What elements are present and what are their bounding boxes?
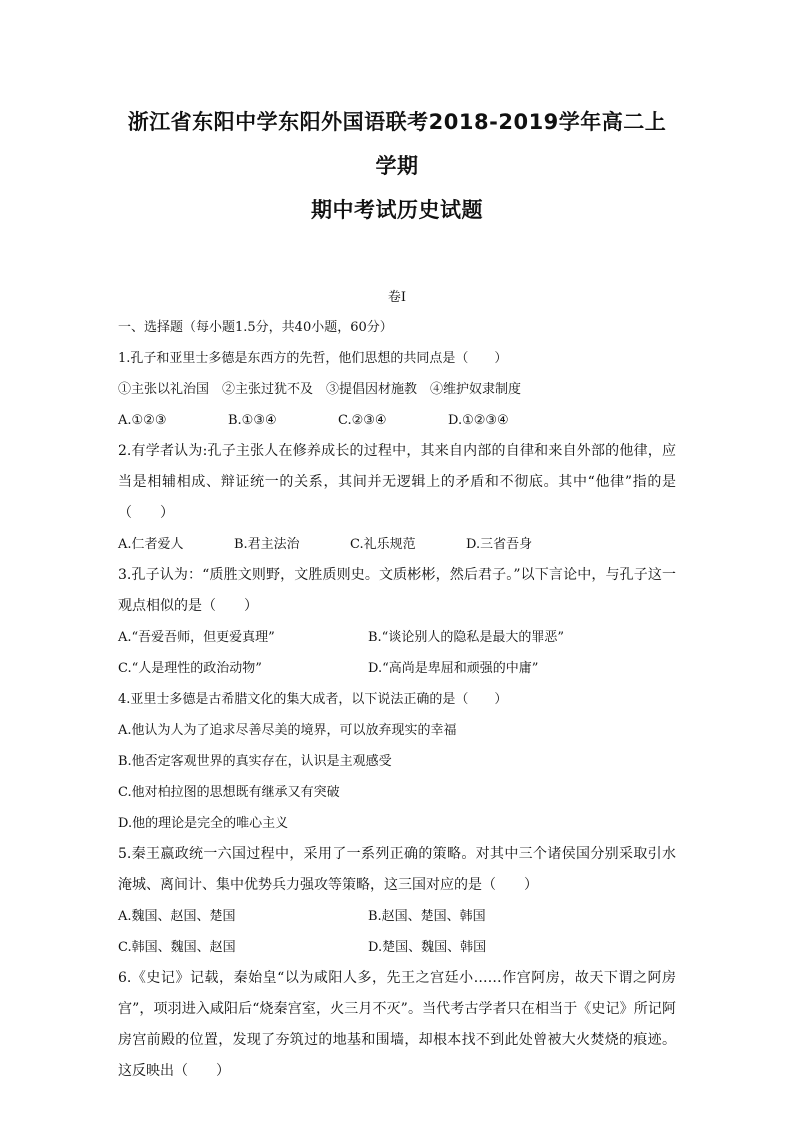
option-b: B.君主法治 xyxy=(234,537,300,552)
question-3-options-row-1 xyxy=(118,622,676,653)
option-a: A.“吾爱吾师，但更爱真理” xyxy=(118,630,275,645)
question-1-items: ①主张以礼治国 ②主张过犹不及 ③提倡因材施教 ④维护奴隶制度 xyxy=(118,382,522,397)
question-2-options xyxy=(118,529,676,560)
option-b: B.“谈论别人的隐私是最大的罪恶” xyxy=(368,630,564,645)
question-6-stem: 6.《史记》记载，秦始皇“以为咸阳人多，先王之宫廷小……作宫阿房，故天下谓之阿房宫”，项羽进入咸阳后“烧秦宫室，火三月不灭”。当代考古学者只在相当于《史记》所记阿房宫前殿的位置，发现了夯筑过的地基和围墙，却根本找不到此处曾被大火焚烧的痕迹。这反映出（ ） xyxy=(118,970,676,1079)
question-3-stem: 3.孔子认为：“质胜文则野，文胜质则史。文质彬彬，然后君子。”以下言论中，与孔子这一观点相似的是（ ） xyxy=(118,567,676,614)
question-2-stem: 2.有学者认为:孔子主张人在修养成长的过程中，其来自内部的自律和来自外部的他律，应当是相辅相成、辩证统一的关系，其间并无逻辑上的矛盾和不彻底。其中“他律”指的是（ ） xyxy=(118,443,676,521)
option-c: C.他对柏拉图的思想既有继承又有突破 xyxy=(118,785,340,800)
question-3-options-row-2 xyxy=(118,653,676,684)
exam-title xyxy=(118,100,676,232)
option-d: D.三省吾身 xyxy=(466,537,533,552)
option-b: B.①③④ xyxy=(228,413,277,428)
title-line-1: 浙江省东阳中学东阳外国语联考2018-2019学年高二上学期 xyxy=(127,110,667,178)
option-d: D.①②③④ xyxy=(448,413,509,428)
option-c: C.②③④ xyxy=(338,413,387,428)
question-1-options xyxy=(118,405,676,436)
option-c: C.韩国、魏国、赵国 xyxy=(118,940,236,955)
question-5-options-row-2 xyxy=(118,932,676,963)
section-label: 卷I xyxy=(387,290,407,305)
question-5-stem: 5.秦王嬴政统一六国过程中，采用了一系列正确的策略。对其中三个诸侯国分别采取引水淹城、离间计、集中优势兵力强攻等策略，这三国对应的是（ ） xyxy=(118,846,676,893)
option-d: D.“高尚是卑屈和顽强的中庸” xyxy=(368,661,539,676)
option-c: C.“人是理性的政治动物” xyxy=(118,661,262,676)
option-a: A.他认为人为了追求尽善尽美的境界，可以放弃现实的幸福 xyxy=(118,723,457,738)
question-list xyxy=(118,312,676,1087)
question-1-stem: 1.孔子和亚里士多德是东西方的先哲，他们思想的共同点是（ ） xyxy=(118,351,508,366)
option-c: C.礼乐规范 xyxy=(350,537,416,552)
option-a: A.魏国、赵国、楚国 xyxy=(118,909,236,924)
question-5-options-row-1 xyxy=(118,901,676,932)
option-a: A.①②③ xyxy=(118,413,167,428)
option-d: D.他的理论是完全的唯心主义 xyxy=(118,816,289,831)
option-a: A.仁者爱人 xyxy=(118,537,184,552)
option-b: B.赵国、楚国、韩国 xyxy=(368,909,486,924)
title-line-2: 期中考试历史试题 xyxy=(311,198,483,222)
part-heading: 一、选择题（每小题1.5分，共40小题，60分） xyxy=(118,320,393,335)
question-4-stem: 4.亚里士多德是古希腊文化的集大成者，以下说法正确的是（ ） xyxy=(118,692,508,707)
option-d: D.楚国、魏国、韩国 xyxy=(368,940,487,955)
option-b: B.他否定客观世界的真实存在，认识是主观感受 xyxy=(118,754,392,769)
